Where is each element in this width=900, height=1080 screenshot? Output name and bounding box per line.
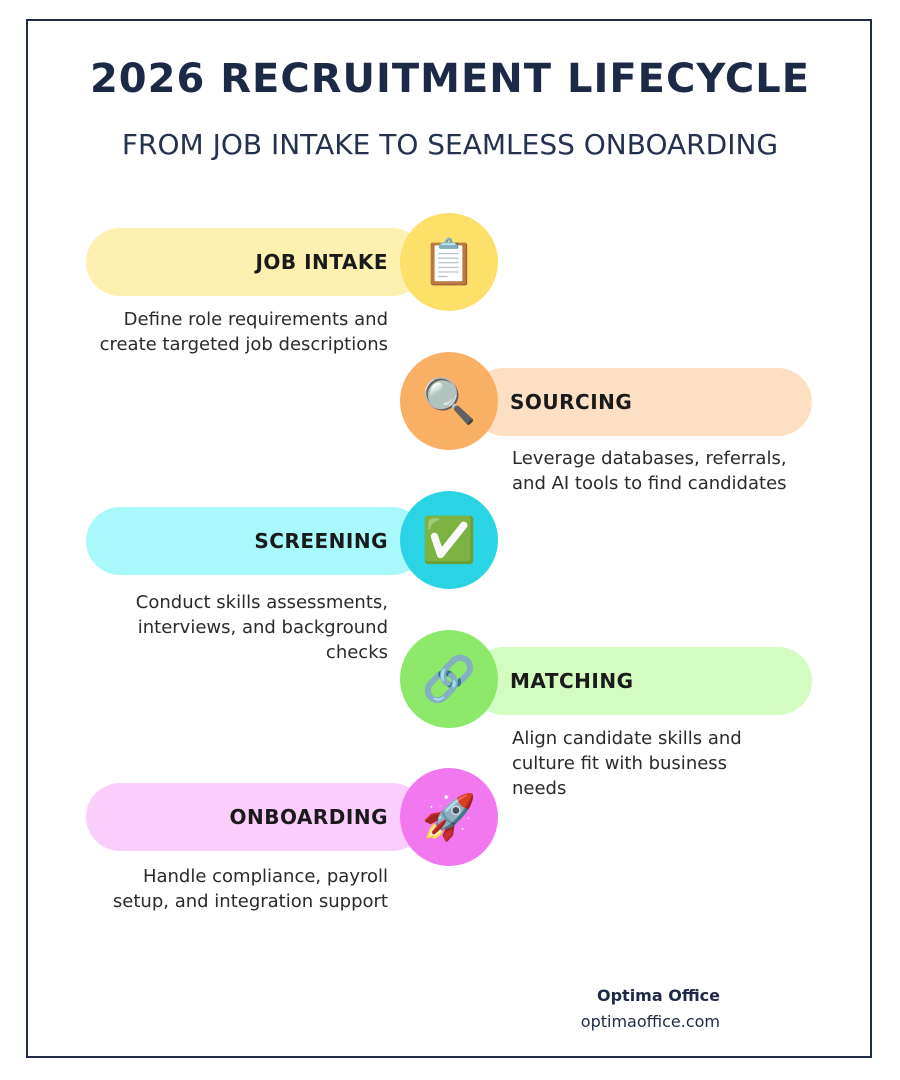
footer-website-link[interactable]: optimaoffice.com [580, 1012, 720, 1031]
clipboard-icon: 📋 [400, 213, 498, 311]
rocket-icon: 🚀 [400, 768, 498, 866]
page-subtitle: FROM JOB INTAKE TO SEAMLESS ONBOARDING [121, 128, 779, 161]
step-job-intake-description: Define role requirements and create targeted job descriptions [99, 309, 388, 355]
magnifying-glass-icon: 🔍 [400, 352, 498, 450]
step-job-intake-label: JOB INTAKE [255, 250, 388, 274]
step-matching-description: Align candidate skills and culture fit with business needs [512, 728, 742, 799]
step-sourcing-label: SOURCING [510, 390, 633, 414]
footer-company-name: Optima Office [596, 986, 720, 1005]
check-mark-icon: ✅ [400, 491, 498, 589]
page-title: 2026 RECRUITMENT LIFECYCLE [89, 56, 811, 102]
step-matching-label: MATCHING [510, 669, 634, 693]
step-screening-description: Conduct skills assessments, interviews, and background checks [135, 592, 388, 663]
step-onboarding-description: Handle compliance, payroll setup, and integration support [112, 866, 388, 912]
step-screening-label: SCREENING [254, 529, 388, 553]
step-onboarding-label: ONBOARDING [229, 805, 388, 829]
step-sourcing-description: Leverage databases, referrals, and AI tools to find candidates [512, 448, 787, 494]
link-icon: 🔗 [400, 630, 498, 728]
